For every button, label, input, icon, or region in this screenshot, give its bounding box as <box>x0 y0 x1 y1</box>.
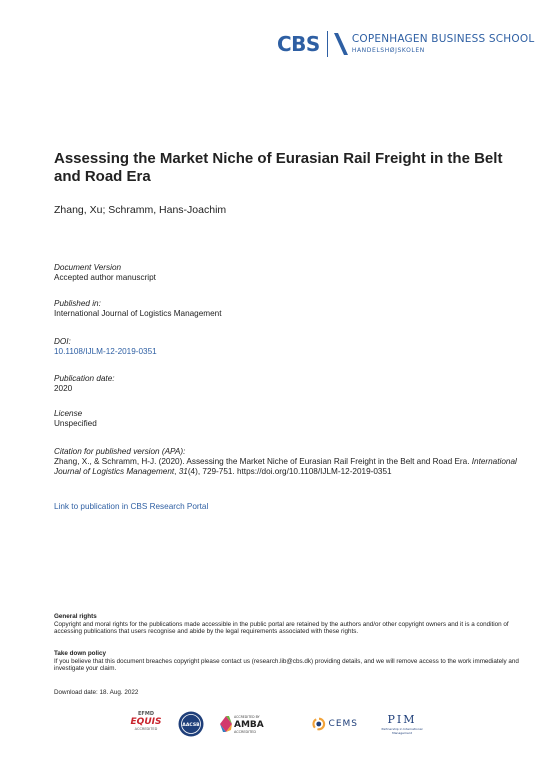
cems-logo-text: CEMS <box>328 719 358 729</box>
research-portal-link[interactable]: Link to publication in CBS Research Portal <box>54 502 209 511</box>
publication-date-value: 2020 <box>54 384 73 393</box>
amba-accredited: ACCREDITED <box>234 730 256 734</box>
published-in-label: Published in: <box>54 299 101 308</box>
takedown-policy-section <box>54 650 524 673</box>
document-version-label: Document Version <box>54 263 122 272</box>
document-version-value: Accepted author manuscript <box>54 273 156 282</box>
citation-label: Citation for published version (APA): <box>54 447 186 456</box>
takedown-policy-text: If you believe that this document breaches copyright please contact us (research.lib@cbs.dk) providing details, and we will remove access to the work immediately and investigate your claim. <box>54 657 519 673</box>
citation-text: Zhang, X., & Schramm, H-J. (2020). Assessing the Market Niche of Eurasian Rail Freight in the Belt and Road Era. <box>54 457 472 466</box>
citation-journal: International Journal of Logistics Management <box>54 457 517 476</box>
license-value: Unspecified <box>54 419 97 428</box>
pim-logo-sub: Partnership in International Management <box>381 727 423 735</box>
doi-field <box>54 337 524 357</box>
general-rights-text: Copyright and moral rights for the publications made accessible in the public portal are retained by the authors and/or other copyright owners and it is a condition of accessing publications that users recognise and abide by the legal requirements associated with these rights. <box>54 620 509 636</box>
cbs-school-subname: HANDELSHØJSKOLEN <box>351 47 425 54</box>
amba-logo <box>218 712 274 736</box>
license-field <box>54 409 524 429</box>
authors: Zhang, Xu; Schramm, Hans-Joachim <box>54 204 227 216</box>
citation-volume: 31 <box>178 467 188 476</box>
published-in-value: International Journal of Logistics Management <box>54 309 222 318</box>
pim-logo-text: PIM <box>387 713 417 726</box>
cbs-school-name: COPENHAGEN BUSINESS SCHOOL <box>351 33 535 45</box>
cbs-logo-divider <box>327 31 328 57</box>
cems-logo <box>312 714 358 734</box>
citation-pages: (4), 729-751. https://doi.org/10.1108/IJLM-12-2019-0351 <box>187 467 392 476</box>
cbs-logo-stroke-icon <box>334 31 348 57</box>
general-rights-heading: General rights <box>54 613 97 620</box>
aacsb-logo-text: AACSB <box>182 722 200 728</box>
citation-field <box>54 447 524 477</box>
citation-value <box>54 457 524 477</box>
published-in-field <box>54 299 524 319</box>
publication-date-field <box>54 374 524 394</box>
citation-sep: , <box>174 467 179 476</box>
download-date: Download date: 18. Aug. 2022 <box>54 689 139 696</box>
license-label: License <box>54 409 83 418</box>
equis-logo-efmd: EFMD <box>138 711 154 717</box>
doi-link[interactable]: 10.1108/IJLM-12-2019-0351 <box>54 347 157 356</box>
takedown-policy-heading: Take down policy <box>54 650 107 657</box>
document-version-field <box>54 263 524 283</box>
cems-logo-mark-icon <box>312 717 326 731</box>
general-rights-section <box>54 613 524 636</box>
doi-label: DOI: <box>54 337 71 346</box>
equis-logo-name: EQUIS <box>130 717 162 727</box>
pim-logo <box>380 713 424 735</box>
amba-name: AMBA <box>234 720 264 730</box>
equis-logo-sub: ACCREDITED <box>134 727 158 731</box>
aacsb-logo <box>178 711 204 737</box>
cbs-logo-mark: CBS <box>277 32 320 56</box>
document-title: Assessing the Market Niche of Eurasian Rail Freight in the Belt and Road Era <box>54 150 503 185</box>
equis-logo <box>124 711 168 735</box>
cbs-logo <box>277 30 534 58</box>
amba-accredited-by: ACCREDITED BY <box>234 715 260 719</box>
publication-date-label: Publication date: <box>54 374 115 383</box>
